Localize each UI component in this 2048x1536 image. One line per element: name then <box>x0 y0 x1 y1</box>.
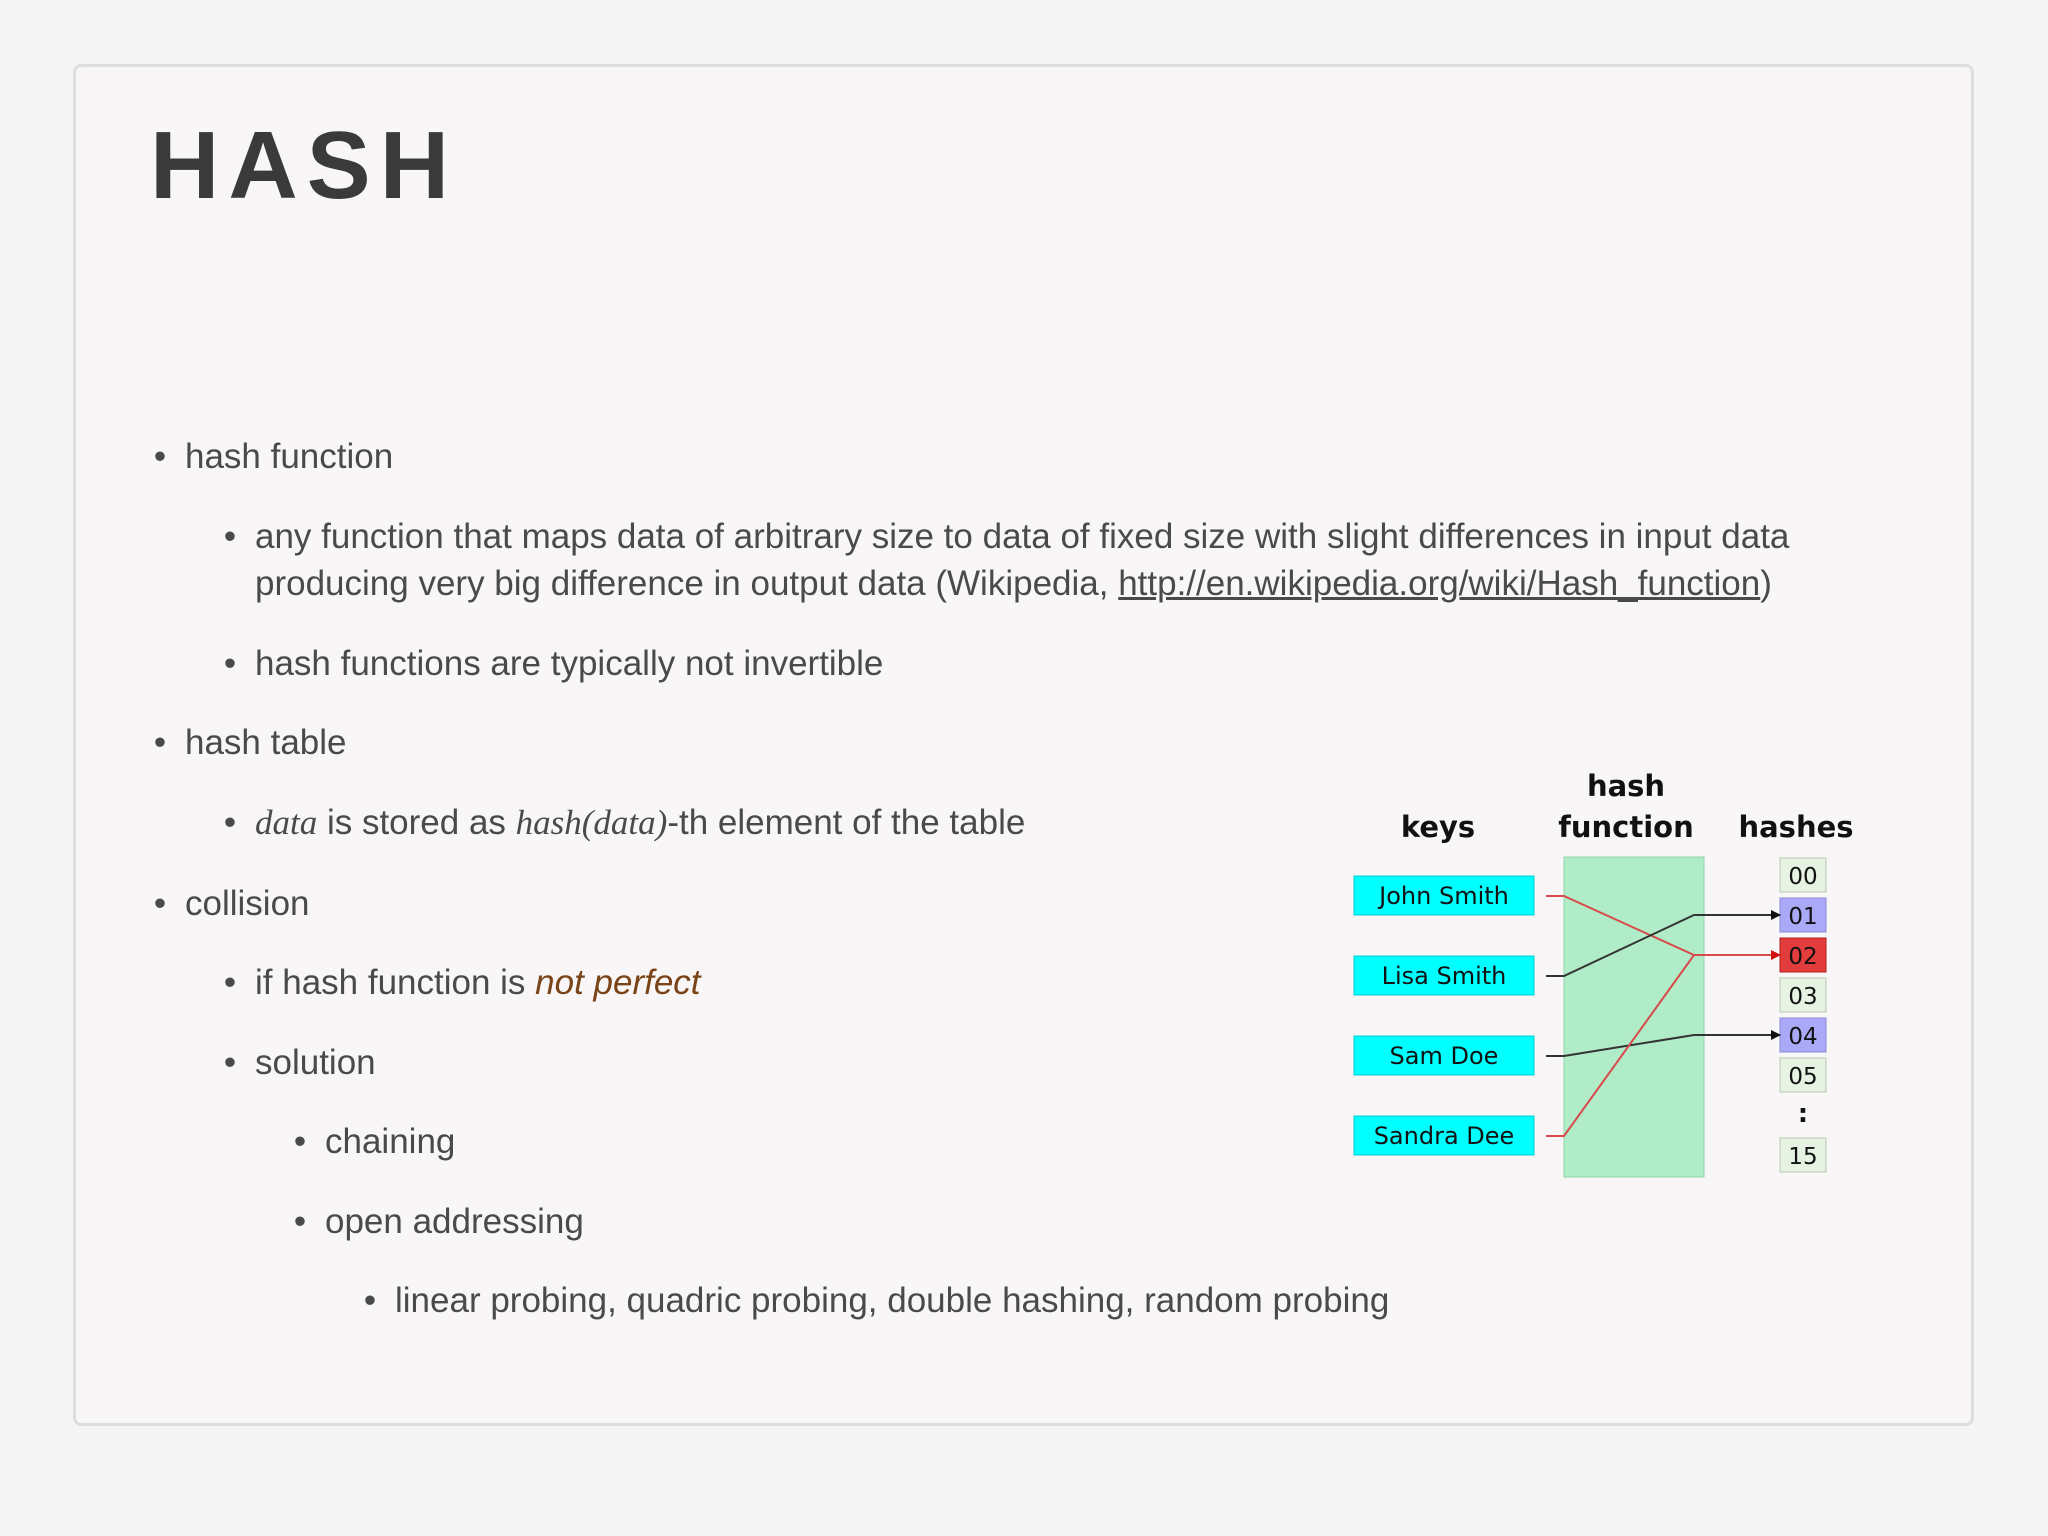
hash-cell-label: 05 <box>1788 1064 1818 1090</box>
bullet-dot: • <box>223 803 237 842</box>
bullet-dot: • <box>223 1043 237 1082</box>
header-hash-function-line1: hash <box>1586 769 1666 803</box>
hash-cell-05 <box>1780 1058 1826 1092</box>
hash-table-diagram <box>1340 760 1900 1200</box>
storage-suffix: -th element of the table <box>667 803 1026 842</box>
bullet-text: hash functions are typically not invertible <box>255 644 884 683</box>
key-box-lisa-smith <box>1354 956 1534 995</box>
hash-cell-03 <box>1780 978 1826 1012</box>
header-hashes: hashes <box>1738 810 1854 844</box>
key-box-sandra-dee <box>1354 1116 1534 1155</box>
key-box-john-smith <box>1354 876 1534 915</box>
bullet-text: hash function <box>185 437 394 476</box>
hash-cell-label: 00 <box>1788 864 1818 890</box>
storage-mid: is stored as <box>317 803 516 842</box>
definition-text: producing very big difference in output data (Wikipedia, <box>255 564 1119 603</box>
hash-cell-label: 04 <box>1788 1024 1818 1050</box>
bullet-text <box>255 799 1025 847</box>
hash-cell-02 <box>1780 938 1826 972</box>
hash-cell-label: 02 <box>1788 944 1818 970</box>
key-box-sam-doe <box>1354 1036 1534 1075</box>
hash-cell-00 <box>1780 858 1826 892</box>
bullet-dot: • <box>153 723 167 762</box>
hash-cell-label: 03 <box>1788 984 1818 1010</box>
bullet-dot: • <box>293 1122 307 1161</box>
wikipedia-link[interactable]: http://en.wikipedia.org/wiki/Hash_function <box>1118 564 1761 603</box>
hash-cell-label: 15 <box>1788 1144 1818 1170</box>
bullet-dot: • <box>223 644 237 683</box>
hash-cell-label: 01 <box>1788 904 1818 930</box>
bullet-dot: • <box>223 963 237 1002</box>
bullet-text: any function that maps data of arbitrary size to data of fixed size with slight differences in input data <box>255 517 1790 556</box>
bullet-text: solution <box>255 1043 376 1082</box>
bullet-text <box>255 959 701 1007</box>
bullet-text: linear probing, quadric probing, double hashing, random probing <box>395 1281 1390 1320</box>
slide-title: HASH <box>150 112 459 219</box>
bullet-dot: • <box>153 437 167 476</box>
header-hash-function-line2: function <box>1558 810 1694 844</box>
bullet-dot: • <box>153 884 167 923</box>
bullet-text-continuation <box>255 560 1772 608</box>
bullet-text: open addressing <box>325 1202 584 1241</box>
hash-ellipsis: : <box>1797 1099 1809 1129</box>
bullet-text: collision <box>185 884 310 923</box>
key-label: Sam Doe <box>1389 1042 1499 1070</box>
key-label: Lisa Smith <box>1381 962 1507 990</box>
math-data: data <box>255 803 318 842</box>
bullet-dot: • <box>223 517 237 556</box>
bullet-dot: • <box>293 1202 307 1241</box>
math-hash-data: hash(data) <box>515 803 668 842</box>
condition-prefix: if hash function is <box>255 963 536 1002</box>
key-label: John Smith <box>1379 882 1509 910</box>
bullet-text: chaining <box>325 1122 456 1161</box>
condition-emphasis: not perfect <box>535 963 701 1002</box>
bullet-dot: • <box>363 1281 377 1320</box>
hash-cell-01 <box>1780 898 1826 932</box>
definition-close: ) <box>1760 564 1772 603</box>
hash-cell-15 <box>1780 1138 1826 1172</box>
header-keys: keys <box>1400 810 1476 844</box>
hash-cell-04 <box>1780 1018 1826 1052</box>
bullet-text: hash table <box>185 723 347 762</box>
key-label: Sandra Dee <box>1373 1122 1515 1150</box>
